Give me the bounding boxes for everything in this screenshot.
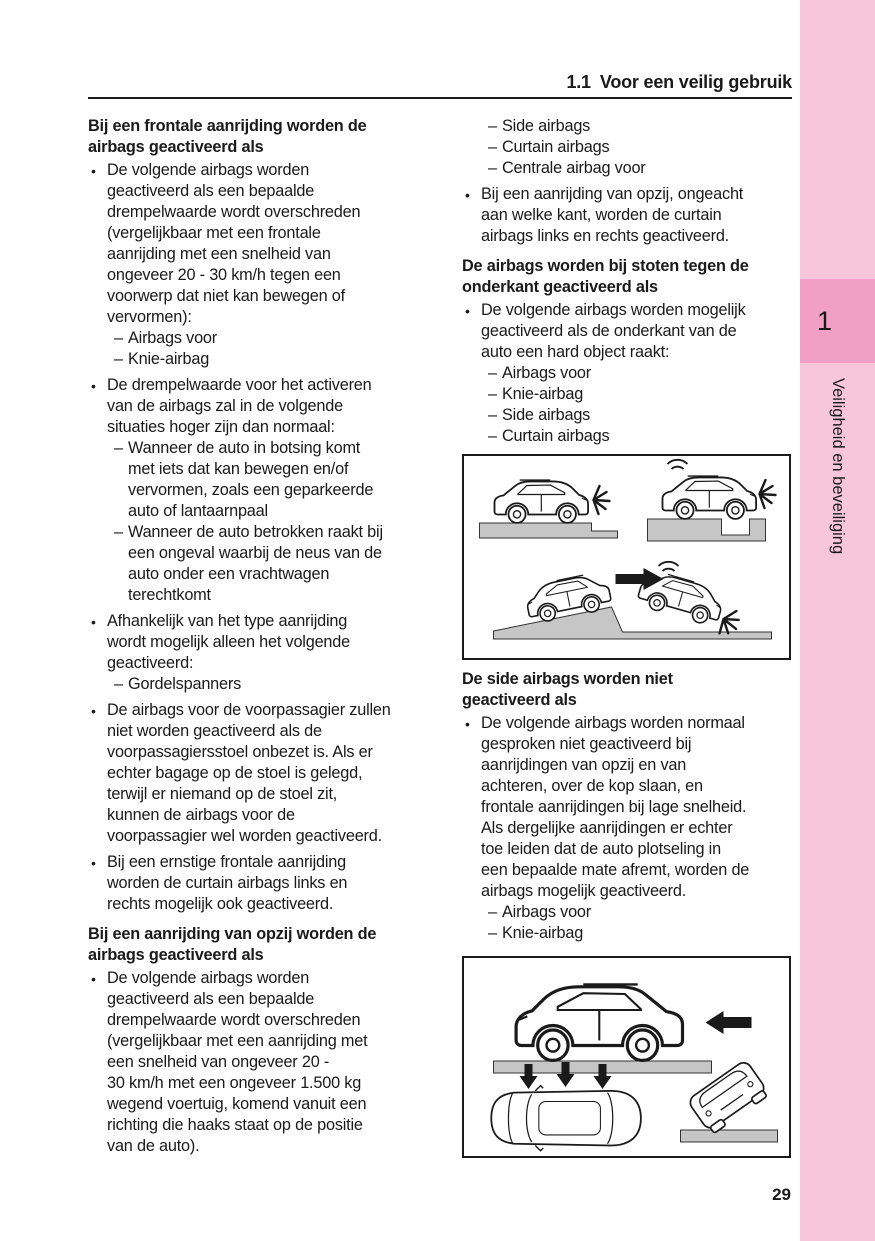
text-line: echter bagage op de stoel is gelegd,: [107, 764, 363, 782]
bullet-item: [88, 700, 436, 847]
text-line: een bepaalde mate afremt, worden de: [481, 861, 750, 879]
section-heading: [462, 669, 792, 711]
column-left: [88, 116, 436, 1157]
dash-marker: –: [488, 385, 497, 403]
text-line: airbags mogelijk geactiveerd.: [481, 882, 687, 900]
text-line: De volgende airbags worden mogelijk: [481, 301, 746, 319]
section-title: Voor een veilig gebruik: [599, 72, 792, 92]
text-line: drempelwaarde wordt overschreden: [107, 203, 361, 221]
text-line: aanrijding met een snelheid van: [107, 245, 331, 263]
text-line: frontale aanrijdingen bij lage snelheid.: [481, 798, 747, 816]
text-line: auto een hard object raakt:: [481, 343, 670, 361]
dash-item: [462, 116, 792, 137]
dash-item: [88, 522, 436, 606]
bullet-marker: •: [91, 703, 96, 719]
bullet-item: [88, 375, 436, 438]
dash-item: [462, 363, 792, 384]
bullet-marker: •: [91, 614, 96, 630]
chapter-number: 1: [817, 305, 833, 336]
text-line: Knie-airbag: [128, 350, 210, 368]
dash-marker: –: [488, 903, 497, 921]
text-line: onderkant geactiveerd als: [462, 278, 658, 296]
dash-marker: –: [488, 406, 497, 424]
text-line: van de auto).: [107, 1137, 200, 1155]
side-rear-rollover-figure: [462, 956, 791, 1158]
text-line: ongeveer 20 - 30 km/h tegen een: [107, 266, 341, 284]
text-line: airbags links en rechts geactiveerd.: [481, 227, 730, 245]
dash-marker: –: [488, 117, 497, 135]
text-line: een ongeval waarbij de neus van de: [128, 544, 382, 562]
text-line: (vergelijkbaar met een aanrijding met: [107, 1032, 368, 1050]
text-line: De airbags voor de voorpassagier zullen: [107, 701, 391, 719]
underside-impact-illustration: [464, 456, 789, 658]
bullet-marker: •: [465, 187, 470, 203]
text-line: situaties hoger zijn dan normaal:: [107, 418, 335, 436]
text-line: Bij een ernstige frontale aanrijding: [107, 853, 346, 871]
text-line: wordt mogelijk alleen het volgende: [107, 633, 350, 651]
bullet-marker: •: [465, 303, 470, 319]
dash-marker: –: [114, 350, 123, 368]
bullet-marker: •: [91, 971, 96, 987]
dash-item: [462, 405, 792, 426]
text-line: Airbags voor: [502, 903, 591, 921]
underside-impact-figure: [462, 454, 791, 660]
side-rear-rollover-illustration: [464, 958, 789, 1156]
dash-item: [88, 438, 436, 522]
text-line: airbags geactiveerd als: [88, 946, 264, 964]
text-line: auto of lantaarnpaal: [128, 502, 268, 520]
text-line: Side airbags: [502, 117, 591, 135]
text-line: auto onder een vrachtwagen: [128, 565, 330, 583]
text-line: (vergelijkbaar met een frontale: [107, 224, 321, 242]
text-line: De volgende airbags worden normaal: [481, 714, 745, 732]
dash-marker: –: [488, 924, 497, 942]
text-line: aan welke kant, worden de curtain: [481, 206, 722, 224]
text-line: toe leiden dat de auto plotseling in: [481, 840, 721, 858]
text-line: Airbags voor: [128, 329, 217, 347]
bullet-item: [462, 300, 792, 363]
text-line: airbags geactiveerd als: [88, 138, 264, 156]
bullet-item: [88, 160, 436, 328]
dash-item: [462, 902, 792, 923]
text-line: Gordelspanners: [128, 675, 242, 693]
text-line: geactiveerd als een bepaalde: [107, 182, 315, 200]
text-line: wegend voertuig, komend vanuit een: [107, 1095, 367, 1113]
column-right: [462, 116, 792, 1158]
header-rule: [88, 97, 792, 99]
bullet-marker: •: [91, 378, 96, 394]
chapter-tab: [800, 279, 875, 363]
text-line: Als dergelijke aanrijdingen er echter: [481, 819, 733, 837]
text-line: aanrijdingen van opzij en van: [481, 756, 687, 774]
page-number: 29: [772, 1185, 791, 1204]
text-line: Centrale airbag voor: [502, 159, 646, 177]
text-line: Side airbags: [502, 406, 591, 424]
text-line: niet worden geactiveerd als de: [107, 722, 322, 740]
bullet-marker: •: [465, 716, 470, 732]
bullet-item: [88, 968, 436, 1157]
text-line: De side airbags worden niet: [462, 670, 673, 688]
dash-item: [462, 137, 792, 158]
text-line: terwijl er niemand op de stoel zit,: [107, 785, 338, 803]
text-line: De airbags worden bij stoten tegen de: [462, 257, 749, 275]
dash-marker: –: [488, 159, 497, 177]
bullet-marker: •: [91, 163, 96, 179]
dash-marker: –: [488, 364, 497, 382]
text-line: geactiveerd als: [462, 691, 577, 709]
text-line: rechts mogelijk ook geactiveerd.: [107, 895, 334, 913]
text-line: kunnen de airbags voor de: [107, 806, 295, 824]
text-line: De volgende airbags worden: [107, 161, 310, 179]
text-line: Wanneer de auto betrokken raakt bij: [128, 523, 383, 541]
text-line: gesproken niet geactiveerd bij: [481, 735, 692, 753]
text-line: voorwerp dat niet kan bewegen of: [107, 287, 345, 305]
text-line: van de airbags zal in de volgende: [107, 397, 343, 415]
text-line: Curtain airbags: [502, 427, 610, 445]
bullet-marker: •: [91, 855, 96, 871]
text-line: vervormen, zoals een geparkeerde: [128, 481, 374, 499]
text-line: geactiveerd als de onderkant van de: [481, 322, 737, 340]
bullet-item: [88, 611, 436, 674]
section-heading: [462, 256, 792, 298]
bullet-item: [88, 852, 436, 915]
text-line: Knie-airbag: [502, 924, 584, 942]
text-line: achteren, over de kop slaan, en: [481, 777, 703, 795]
dash-item: [88, 349, 436, 370]
text-line: drempelwaarde wordt overschreden: [107, 1011, 361, 1029]
text-line: een snelheid van ongeveer 20 -: [107, 1053, 330, 1071]
bullet-item: [462, 713, 792, 902]
dash-marker: –: [114, 439, 123, 457]
section-heading: [88, 924, 436, 966]
text-line: De drempelwaarde voor het activeren: [107, 376, 372, 394]
text-line: geactiveerd:: [107, 654, 194, 672]
dash-item: [462, 384, 792, 405]
dash-marker: –: [114, 675, 123, 693]
text-line: De volgende airbags worden: [107, 969, 310, 987]
dash-item: [462, 426, 792, 447]
text-line: geactiveerd als een bepaalde: [107, 990, 315, 1008]
text-line: richting die haaks staat op de positie: [107, 1116, 363, 1134]
text-line: Curtain airbags: [502, 138, 610, 156]
section-number: 1.1: [566, 72, 591, 92]
text-line: 30 km/h met een ongeveer 1.500 kg: [107, 1074, 362, 1092]
text-line: Airbags voor: [502, 364, 591, 382]
text-line: terechtkomt: [128, 586, 211, 604]
text-line: Wanneer de auto in botsing komt: [128, 439, 361, 457]
text-line: Bij een frontale aanrijding worden de: [88, 117, 367, 135]
text-line: Afhankelijk van het type aanrijding: [107, 612, 348, 630]
text-line: voorpassagier wel worden geactiveerd.: [107, 827, 382, 845]
dash-marker: –: [488, 427, 497, 445]
dash-item: [88, 674, 436, 695]
dash-item: [462, 158, 792, 179]
text-line: vervormen):: [107, 308, 192, 326]
dash-item: [88, 328, 436, 349]
chapter-title-vertical: Veiligheid en beveiliging: [829, 378, 847, 555]
dash-marker: –: [114, 329, 123, 347]
dash-marker: –: [488, 138, 497, 156]
bullet-item: [462, 184, 792, 247]
dash-marker: –: [114, 523, 123, 541]
section-heading: [88, 116, 436, 158]
text-line: Knie-airbag: [502, 385, 584, 403]
text-line: met iets dat kan bewegen en/of: [128, 460, 349, 478]
text-line: voorpassagiersstoel onbezet is. Als er: [107, 743, 373, 761]
page-title: [566, 72, 792, 93]
text-line: Bij een aanrijding van opzij worden de: [88, 925, 377, 943]
dash-item: [462, 923, 792, 944]
text-line: worden de curtain airbags links en: [107, 874, 348, 892]
text-line: Bij een aanrijding van opzij, ongeacht: [481, 185, 744, 203]
